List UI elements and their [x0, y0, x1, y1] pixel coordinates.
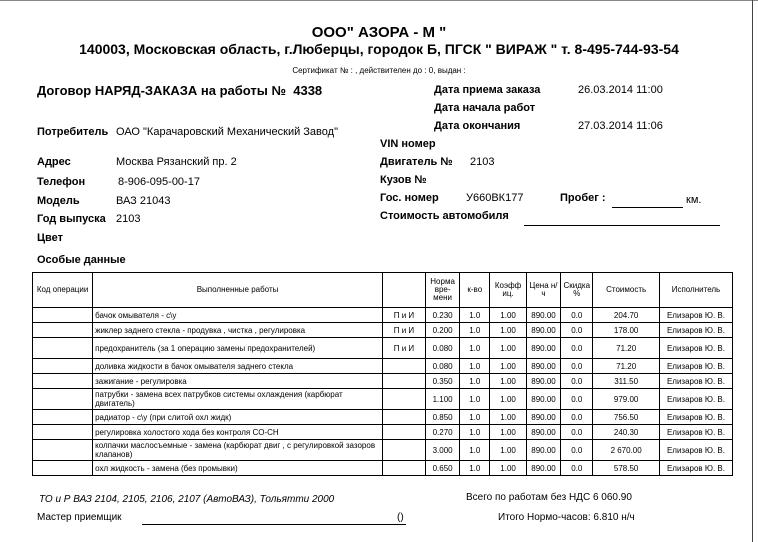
col-cost: Стоимость: [593, 273, 660, 308]
col-norm: Норма вре-мени: [425, 273, 459, 308]
cell-discount: 0.0: [561, 374, 593, 389]
accept-date-value: 26.03.2014 11:00: [578, 84, 663, 96]
cell-work: радиатор - с\у (при слитой охл жидк): [93, 410, 383, 425]
total-line: [466, 492, 632, 503]
cell-cost: 979.00: [593, 389, 660, 410]
special-data-label: Особые данные: [37, 254, 126, 266]
cell-coef: 1.00: [490, 338, 527, 359]
year-label: Год выпуска: [37, 213, 106, 225]
cell-norm: 0.200: [425, 323, 459, 338]
cell-cost: 204.70: [593, 308, 660, 323]
order-title-label: Договор НАРЯД-ЗАКАЗА на работы №: [37, 83, 286, 98]
cell-work: регулировка холостого хода без контроля CO-CH: [93, 425, 383, 440]
cell-code: [33, 461, 93, 476]
table-row: [33, 410, 733, 425]
cell-price: 890.00: [526, 389, 560, 410]
table-header-row: [33, 273, 733, 308]
cell-cost: 71.20: [593, 359, 660, 374]
cell-qty: 1.0: [460, 374, 490, 389]
car-cost-label: Стоимость автомобиля: [380, 210, 509, 222]
cell-code: [33, 359, 93, 374]
cell-price: 890.00: [526, 359, 560, 374]
cell-worker: Елизаров Ю. В.: [659, 461, 732, 476]
cell-norm: 0.650: [425, 461, 459, 476]
cell-code: [33, 440, 93, 461]
cell-cost: 178.00: [593, 323, 660, 338]
phone-value: 8-906-095-00-17: [118, 176, 200, 188]
cell-work: бачок омывателя - с\у: [93, 308, 383, 323]
cell-code: [33, 425, 93, 440]
page-right-border: [752, 0, 753, 542]
end-date-value: 27.03.2014 11:06: [578, 120, 663, 132]
cell-work: предохранитель (за 1 операцию замены предохранителей): [93, 338, 383, 359]
col-qty: к-во: [460, 273, 490, 308]
cell-cost: 2 670.00: [593, 440, 660, 461]
table-row: [33, 461, 733, 476]
cell-type: [382, 374, 425, 389]
hours-value: 6.810 н/ч: [593, 512, 635, 523]
cell-norm: 0.080: [425, 338, 459, 359]
cell-type: [382, 425, 425, 440]
cell-worker: Елизаров Ю. В.: [659, 389, 732, 410]
cell-coef: 1.00: [490, 323, 527, 338]
year-value: 2103: [116, 213, 141, 225]
cell-worker: Елизаров Ю. В.: [659, 440, 732, 461]
cell-discount: 0.0: [561, 440, 593, 461]
cell-discount: 0.0: [561, 389, 593, 410]
cell-code: [33, 338, 93, 359]
cell-norm: 0.850: [425, 410, 459, 425]
cell-price: 890.00: [526, 425, 560, 440]
mileage-unit: км.: [686, 194, 702, 206]
order-title: [37, 83, 322, 98]
col-price: Цена н/ч: [526, 273, 560, 308]
cell-norm: 3.000: [425, 440, 459, 461]
cell-norm: 0.350: [425, 374, 459, 389]
cell-qty: 1.0: [460, 425, 490, 440]
page-top-border: [0, 0, 758, 1]
cell-coef: 1.00: [490, 410, 527, 425]
col-code: Код операции: [33, 273, 93, 308]
cell-work: охл жидкость - замена (без промывки): [93, 461, 383, 476]
color-label: Цвет: [37, 232, 64, 244]
cell-coef: 1.00: [490, 440, 527, 461]
col-type: [382, 273, 425, 308]
address-value: Москва Рязанский пр. 2: [116, 156, 237, 168]
cell-type: [382, 359, 425, 374]
cell-coef: 1.00: [490, 461, 527, 476]
cell-price: 890.00: [526, 374, 560, 389]
cell-type: П и И: [382, 338, 425, 359]
table-row: [33, 389, 733, 410]
engine-label: Двигатель №: [380, 156, 453, 168]
cell-work: колпачки маслосъемные - замена (карбюрат двиг , с регулировкой зазоров клапанов): [93, 440, 383, 461]
col-work: Выполненные работы: [93, 273, 383, 308]
cell-norm: 0.080: [425, 359, 459, 374]
engine-value: 2103: [470, 156, 495, 168]
cell-qty: 1.0: [460, 410, 490, 425]
cell-type: [382, 461, 425, 476]
cell-code: [33, 410, 93, 425]
cell-cost: 311.50: [593, 374, 660, 389]
cell-discount: 0.0: [561, 338, 593, 359]
cell-qty: 1.0: [460, 389, 490, 410]
mileage-label: Пробег :: [560, 192, 606, 204]
cell-discount: 0.0: [561, 410, 593, 425]
cell-price: 890.00: [526, 308, 560, 323]
table-row: [33, 374, 733, 389]
cell-type: [382, 410, 425, 425]
table-row: [33, 425, 733, 440]
cell-worker: Елизаров Ю. В.: [659, 374, 732, 389]
master-signature-line: [142, 524, 406, 525]
cell-price: 890.00: [526, 461, 560, 476]
cell-qty: 1.0: [460, 461, 490, 476]
cell-coef: 1.00: [490, 308, 527, 323]
hours-label: Итого Нормо-часов:: [498, 512, 591, 523]
cell-discount: 0.0: [561, 461, 593, 476]
cell-worker: Елизаров Ю. В.: [659, 359, 732, 374]
works-table: [32, 272, 733, 476]
cell-type: [382, 440, 425, 461]
cell-cost: 240.30: [593, 425, 660, 440]
cell-norm: 0.270: [425, 425, 459, 440]
cell-price: 890.00: [526, 440, 560, 461]
cell-work: жиклер заднего стекла - продувка , чистка , регулировка: [93, 323, 383, 338]
cell-code: [33, 389, 93, 410]
total-label: Всего по работам без НДС: [466, 492, 591, 503]
table-row: [33, 359, 733, 374]
col-discount: Скидка %: [561, 273, 593, 308]
company-address: 140003, Московская область, г.Люберцы, городок Б, ПГСК " ВИРАЖ " т. 8-495-744-93-54: [79, 41, 679, 57]
cell-norm: 0.230: [425, 308, 459, 323]
master-signature: (): [397, 512, 404, 523]
cell-coef: 1.00: [490, 425, 527, 440]
cell-code: [33, 323, 93, 338]
cell-coef: 1.00: [490, 359, 527, 374]
standard-note: ТО и Р ВАЗ 2104, 2105, 2106, 2107 (АвтоВАЗ), Тольятти 2000: [39, 494, 335, 505]
col-coef: Коэфф иц.: [490, 273, 527, 308]
cell-cost: 756.50: [593, 410, 660, 425]
cell-price: 890.00: [526, 323, 560, 338]
cell-work: зажигание - регулировка: [93, 374, 383, 389]
cell-price: 890.00: [526, 338, 560, 359]
cell-type: [382, 389, 425, 410]
cell-coef: 1.00: [490, 374, 527, 389]
cell-discount: 0.0: [561, 308, 593, 323]
cell-type: П и И: [382, 308, 425, 323]
body-label: Кузов №: [380, 174, 427, 186]
cell-worker: Елизаров Ю. В.: [659, 323, 732, 338]
cell-cost: 71.20: [593, 338, 660, 359]
cell-work: патрубки - замена всех патрубков системы охлаждения (карбюрат двигатель): [93, 389, 383, 410]
hours-line: [498, 512, 635, 523]
address-label: Адрес: [37, 156, 71, 168]
cell-worker: Елизаров Ю. В.: [659, 425, 732, 440]
phone-label: Телефон: [37, 176, 86, 188]
table-row: [33, 323, 733, 338]
table-row: [33, 308, 733, 323]
table-row: [33, 440, 733, 461]
cell-coef: 1.00: [490, 389, 527, 410]
consumer-label: Потребитель: [37, 126, 109, 138]
cell-type: П и И: [382, 323, 425, 338]
cell-qty: 1.0: [460, 359, 490, 374]
mileage-line: [612, 207, 683, 208]
end-date-label: Дата окончания: [434, 120, 521, 132]
model-value: ВАЗ 21043: [116, 195, 171, 207]
cell-worker: Елизаров Ю. В.: [659, 308, 732, 323]
cell-work: доливка жидкости в бачок омывателя заднего стекла: [93, 359, 383, 374]
cell-norm: 1.100: [425, 389, 459, 410]
table-row: [33, 338, 733, 359]
cell-code: [33, 374, 93, 389]
company-name: ООО" АЗОРА - М ": [311, 24, 447, 41]
model-label: Модель: [37, 195, 80, 207]
order-number: 4338: [293, 83, 323, 98]
cell-discount: 0.0: [561, 425, 593, 440]
cell-qty: 1.0: [460, 338, 490, 359]
car-cost-line: [524, 225, 720, 226]
cell-code: [33, 308, 93, 323]
start-date-label: Дата начала работ: [434, 102, 536, 114]
cell-worker: Елизаров Ю. В.: [659, 410, 732, 425]
cell-qty: 1.0: [460, 323, 490, 338]
plate-value: У660ВК177: [466, 192, 524, 204]
cell-qty: 1.0: [460, 308, 490, 323]
cell-qty: 1.0: [460, 440, 490, 461]
accept-date-label: Дата приема заказа: [434, 84, 541, 96]
cell-discount: 0.0: [561, 323, 593, 338]
cell-price: 890.00: [526, 410, 560, 425]
certificate-line: Сертификат № : , действителен до : 0, выдан :: [292, 66, 466, 75]
cell-discount: 0.0: [561, 359, 593, 374]
works-table-body: [33, 308, 733, 476]
consumer-value: ОАО "Карачаровский Механический Завод": [116, 126, 338, 138]
col-worker: Исполнитель: [659, 273, 732, 308]
total-value: 6 060.90: [592, 492, 632, 503]
vin-label: VIN номер: [380, 138, 436, 150]
cell-cost: 578.50: [593, 461, 660, 476]
cell-worker: Елизаров Ю. В.: [659, 338, 732, 359]
plate-label: Гос. номер: [380, 192, 439, 204]
master-label: Мастер приемщик: [37, 512, 122, 523]
